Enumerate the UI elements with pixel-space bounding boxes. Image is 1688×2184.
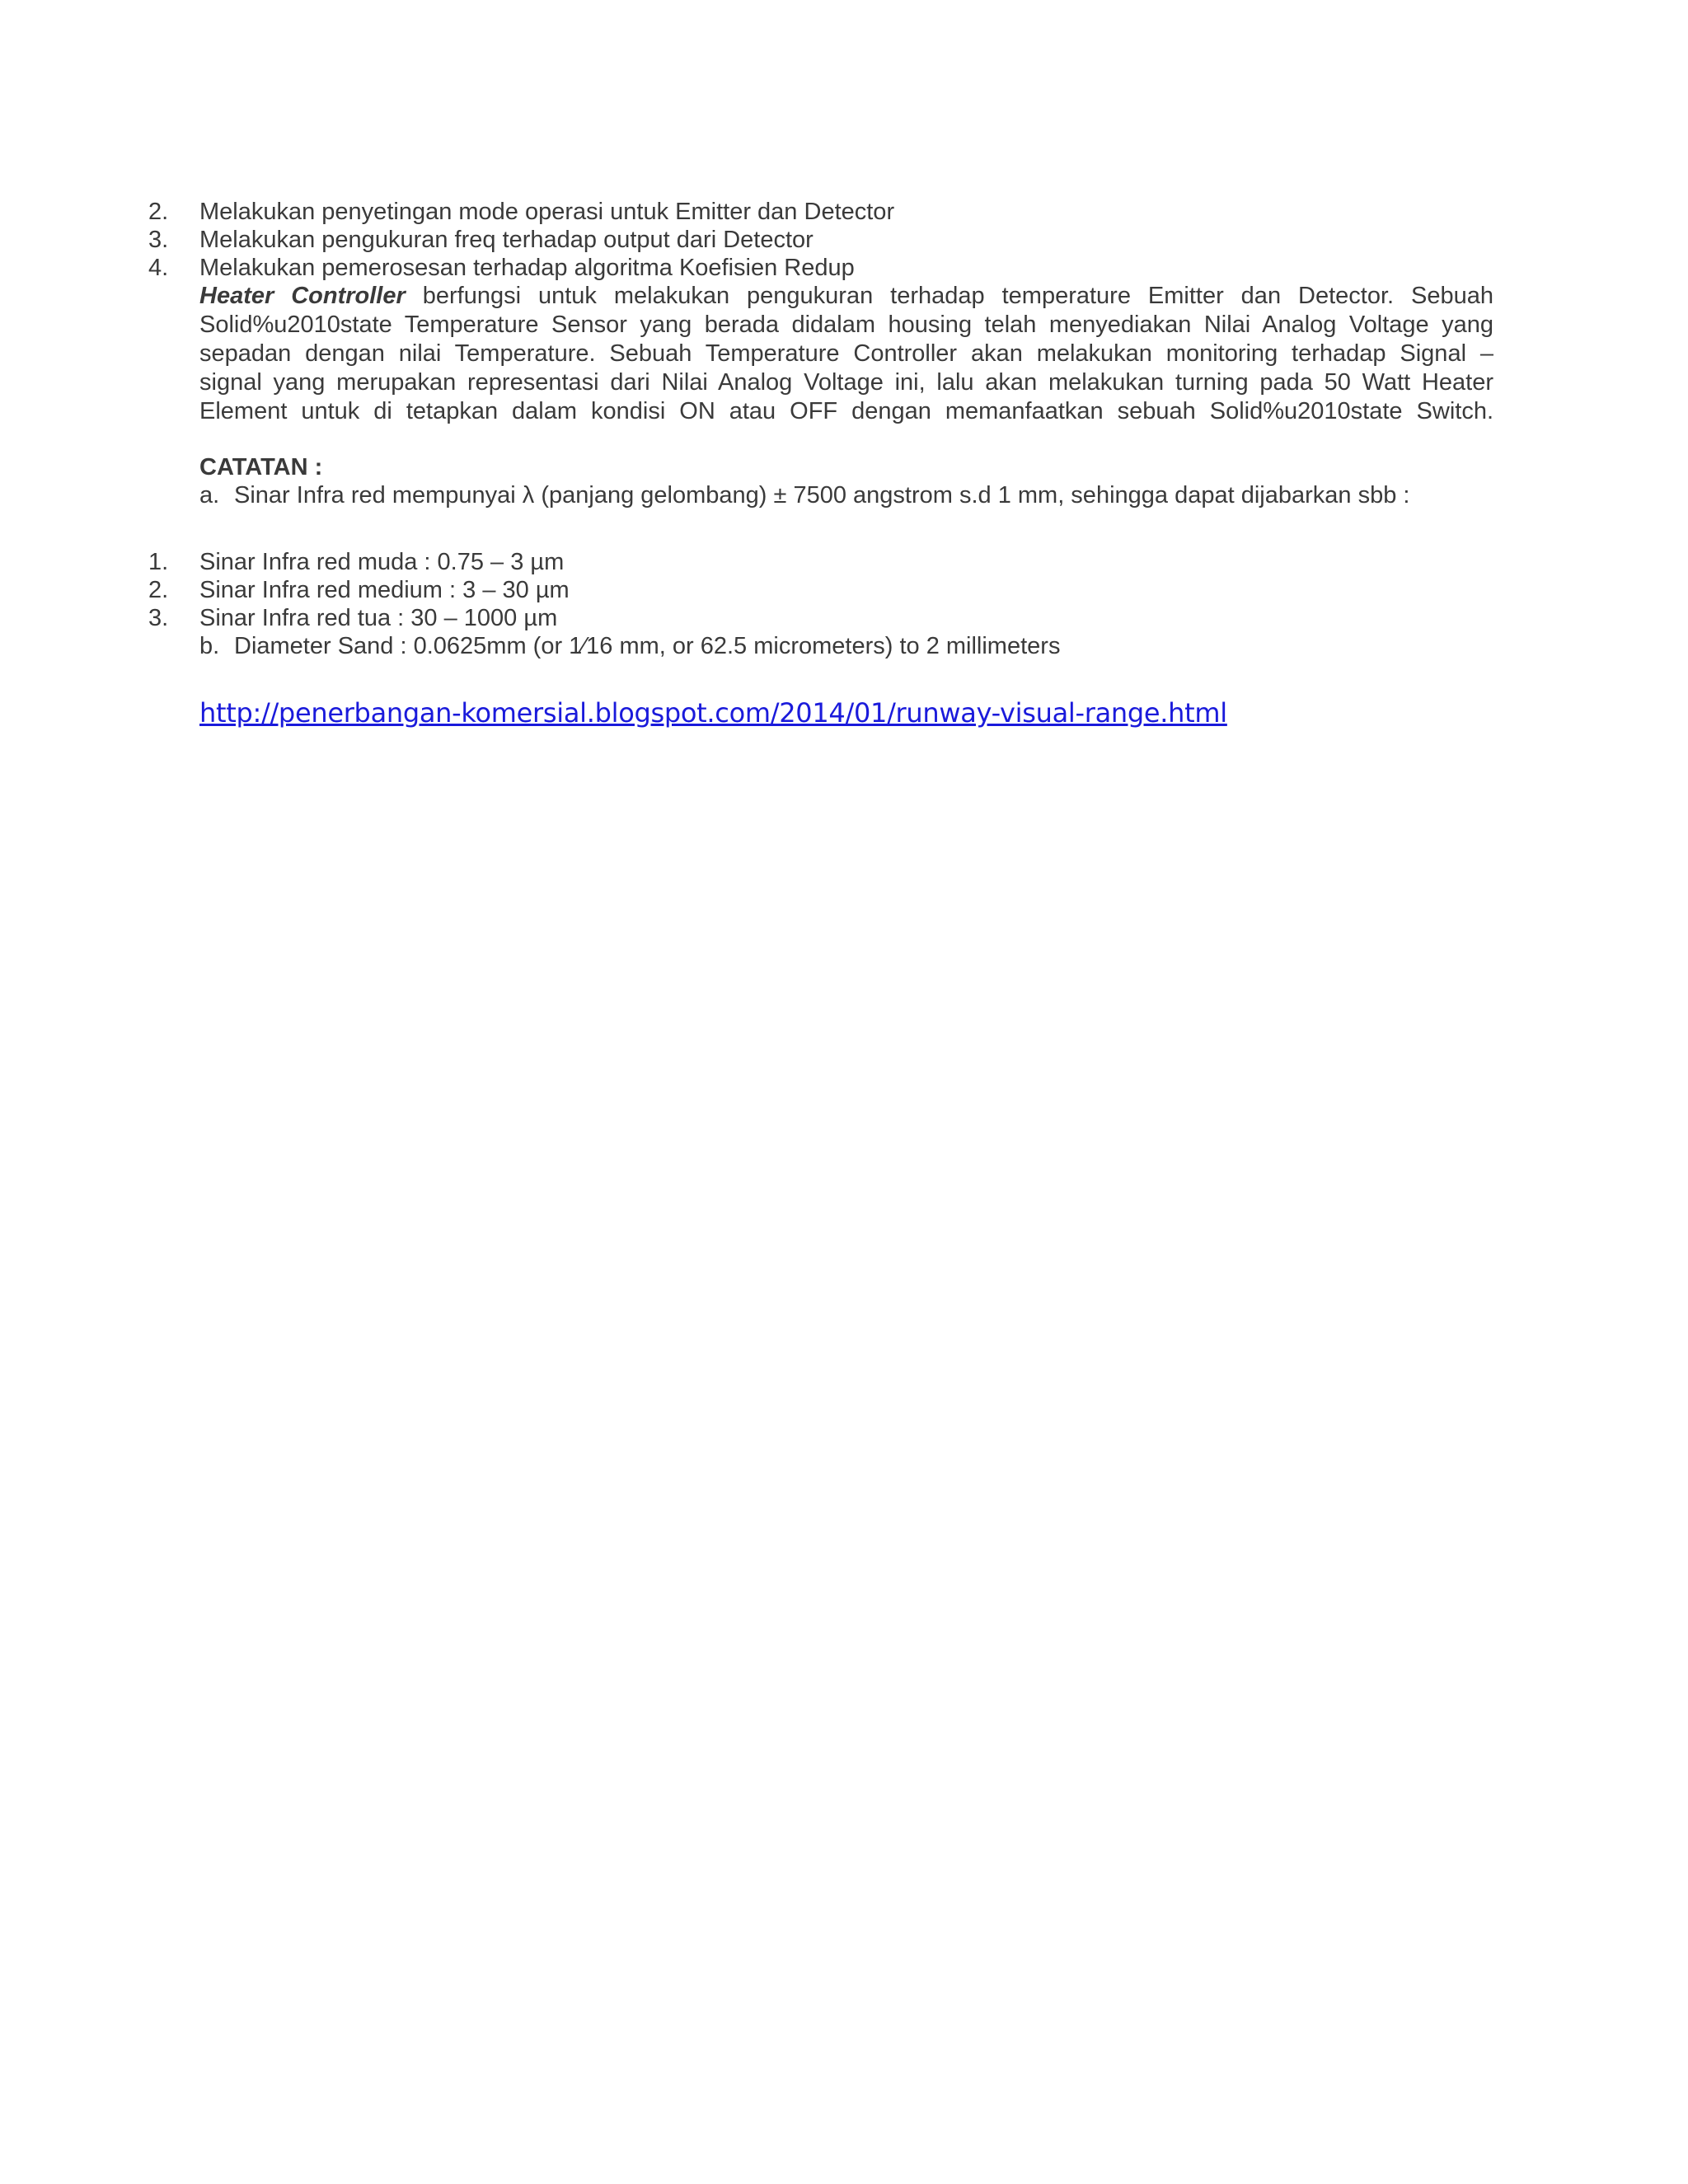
- bold-term: Heater Controller: [199, 283, 406, 309]
- catatan-item-a: [199, 481, 1409, 510]
- paragraph-line: [199, 282, 1493, 311]
- paragraph-text: berfungsi untuk melakukan pengukuran terhadap temperature Emitter dan Detector. Sebuah: [405, 283, 1493, 309]
- paragraph-line: Element untuk di tetapkan dalam kondisi ON atau OFF dengan memanfaatkan sebuah Solid%u2010state Switch.: [199, 398, 1493, 424]
- list-number: 1.: [148, 549, 169, 575]
- list-number: 2.: [148, 199, 169, 225]
- list-number: 2.: [148, 577, 169, 603]
- list-number: 4.: [148, 255, 169, 281]
- list-text: Sinar Infra red medium : 3 – 30 µm: [199, 577, 570, 603]
- paragraph-line: Solid%u2010state Temperature Sensor yang berada didalam housing telah menyediakan Nilai Analog Voltage yang: [199, 312, 1493, 338]
- item-letter: b.: [199, 633, 220, 659]
- catatan-item-b: [199, 632, 1060, 661]
- item-text: Sinar Infra red mempunyai λ (panjang gelombang) ± 7500 angstrom s.d 1 mm, sehingga dapat dijabarkan sbb :: [234, 482, 1410, 509]
- list-text: Melakukan pengukuran freq terhadap output dari Detector: [199, 227, 814, 253]
- list-number: 3.: [148, 605, 169, 631]
- list-number: 3.: [148, 227, 169, 253]
- item-letter: a.: [199, 482, 220, 509]
- item-text: Diameter Sand : 0.0625mm (or 1⁄16 mm, or 62.5 micrometers) to 2 millimeters: [234, 633, 1061, 659]
- list-text: Melakukan penyetingan mode operasi untuk Emitter dan Detector: [199, 199, 895, 225]
- paragraph-line: sepadan dengan nilai Temperature. Sebuah Temperature Controller akan melakukan monitoring terhadap Signal –: [199, 340, 1493, 367]
- heater-controller-paragraph: [199, 282, 1493, 426]
- paragraph-line: signal yang merupakan representasi dari Nilai Analog Voltage ini, lalu akan melakukan turning pada 50 Watt Heater: [199, 369, 1493, 396]
- list-text: Sinar Infra red muda : 0.75 – 3 µm: [199, 549, 565, 575]
- catatan-heading: CATATAN :: [199, 454, 323, 480]
- list-text: Melakukan pemerosesan terhadap algoritma Koefisien Redup: [199, 255, 855, 281]
- source-link[interactable]: http://penerbangan-komersial.blogspot.com/2014/01/runway-visual-range.html: [199, 697, 1227, 729]
- list-text: Sinar Infra red tua : 30 – 1000 µm: [199, 605, 558, 631]
